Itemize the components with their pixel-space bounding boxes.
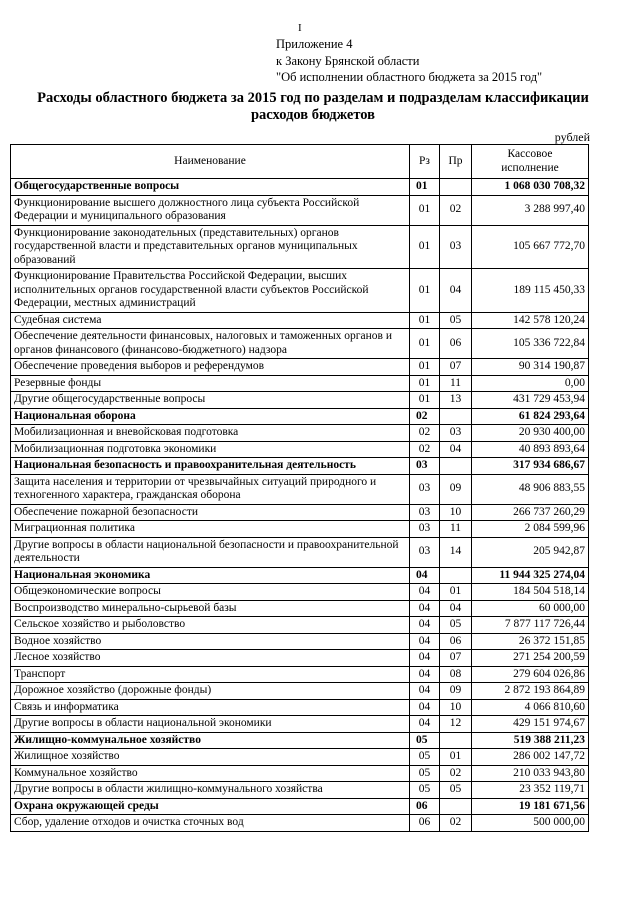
- row-pr: 07: [440, 359, 472, 376]
- table-row: [11, 617, 589, 634]
- table-row: [11, 782, 589, 799]
- row-amount: 61 824 293,64: [472, 408, 589, 425]
- row-rz: 05: [410, 749, 440, 766]
- row-pr: 10: [440, 504, 472, 521]
- row-rz: 04: [410, 617, 440, 634]
- row-rz: 06: [410, 798, 440, 815]
- row-name: Обеспечение пожарной безопасности: [11, 504, 410, 521]
- table-row: [11, 329, 589, 359]
- table-row: [11, 521, 589, 538]
- row-amount: 500 000,00: [472, 815, 589, 832]
- row-rz: 01: [410, 269, 440, 313]
- row-amount: 11 944 325 274,04: [472, 567, 589, 584]
- row-pr: 13: [440, 392, 472, 409]
- row-name: Функционирование высшего должностного лица субъекта Российской Федерации и муниципального образования: [11, 195, 410, 225]
- row-rz: 03: [410, 504, 440, 521]
- row-pr: 04: [440, 600, 472, 617]
- currency-unit: рублей: [554, 130, 590, 144]
- row-name: Обеспечение деятельности финансовых, налоговых и таможенных органов и органов финансового (финансово-бюджетного) надзора: [11, 329, 410, 359]
- row-pr: 04: [440, 269, 472, 313]
- row-name: Другие вопросы в области национальной экономики: [11, 716, 410, 733]
- row-amount: 2 084 599,96: [472, 521, 589, 538]
- row-amount: 20 930 400,00: [472, 425, 589, 442]
- row-pr: [440, 798, 472, 815]
- table-row: [11, 716, 589, 733]
- row-amount: 429 151 974,67: [472, 716, 589, 733]
- row-amount: 60 000,00: [472, 600, 589, 617]
- row-name: Судебная система: [11, 312, 410, 329]
- row-pr: 14: [440, 537, 472, 567]
- section-row: [11, 567, 589, 584]
- row-rz: 04: [410, 699, 440, 716]
- row-name: Жилищное хозяйство: [11, 749, 410, 766]
- row-amount: 519 388 211,23: [472, 732, 589, 749]
- row-name: Другие вопросы в области национальной безопасности и правоохранительной деятельности: [11, 537, 410, 567]
- budget-table: [10, 144, 589, 832]
- row-amount: 205 942,87: [472, 537, 589, 567]
- row-amount: 271 254 200,59: [472, 650, 589, 667]
- row-pr: [440, 458, 472, 475]
- row-amount: 279 604 026,86: [472, 666, 589, 683]
- row-pr: 10: [440, 699, 472, 716]
- row-pr: 09: [440, 683, 472, 700]
- header-rz: Рз: [410, 145, 440, 179]
- row-amount: 26 372 151,85: [472, 633, 589, 650]
- row-name: Мобилизационная подготовка экономики: [11, 441, 410, 458]
- row-pr: [440, 408, 472, 425]
- row-rz: 01: [410, 359, 440, 376]
- row-name: Национальная оборона: [11, 408, 410, 425]
- row-pr: 05: [440, 617, 472, 634]
- row-amount: 4 066 810,60: [472, 699, 589, 716]
- row-amount: 90 314 190,87: [472, 359, 589, 376]
- row-pr: 03: [440, 225, 472, 269]
- row-pr: 01: [440, 749, 472, 766]
- row-rz: 01: [410, 225, 440, 269]
- table-row: [11, 441, 589, 458]
- table-row: [11, 537, 589, 567]
- row-amount: 7 877 117 726,44: [472, 617, 589, 634]
- row-name: Водное хозяйство: [11, 633, 410, 650]
- row-name: Дорожное хозяйство (дорожные фонды): [11, 683, 410, 700]
- row-pr: 08: [440, 666, 472, 683]
- table-row: [11, 749, 589, 766]
- row-pr: 03: [440, 425, 472, 442]
- page-title-line-2: расходов бюджетов: [250, 107, 375, 123]
- row-pr: 11: [440, 375, 472, 392]
- row-rz: 03: [410, 474, 440, 504]
- table-row: [11, 765, 589, 782]
- row-rz: 04: [410, 633, 440, 650]
- row-amount: 23 352 119,71: [472, 782, 589, 799]
- row-pr: 05: [440, 782, 472, 799]
- header-pr: Пр: [440, 145, 472, 179]
- row-name: Резервные фонды: [11, 375, 410, 392]
- table-row: [11, 359, 589, 376]
- row-amount: 142 578 120,24: [472, 312, 589, 329]
- row-rz: 03: [410, 458, 440, 475]
- row-name: Сбор, удаление отходов и очистка сточных вод: [11, 815, 410, 832]
- header-name: Наименование: [11, 145, 410, 179]
- row-name: Воспроизводство минерально-сырьевой базы: [11, 600, 410, 617]
- row-name: Обеспечение проведения выборов и референдумов: [11, 359, 410, 376]
- row-name: Другие вопросы в области жилищно-коммунального хозяйства: [11, 782, 410, 799]
- table-row: [11, 600, 589, 617]
- row-pr: [440, 732, 472, 749]
- row-rz: 01: [410, 312, 440, 329]
- row-pr: 02: [440, 815, 472, 832]
- row-pr: [440, 179, 472, 196]
- row-name: Коммунальное хозяйство: [11, 765, 410, 782]
- table-row: [11, 666, 589, 683]
- appendix-line-1: Приложение 4: [276, 37, 353, 51]
- row-rz: 02: [410, 408, 440, 425]
- row-rz: 04: [410, 683, 440, 700]
- row-rz: 04: [410, 650, 440, 667]
- row-amount: 0,00: [472, 375, 589, 392]
- row-pr: 09: [440, 474, 472, 504]
- row-name: Защита населения и территории от чрезвычайных ситуаций природного и техногенного характера, гражданская оборона: [11, 474, 410, 504]
- row-pr: 06: [440, 633, 472, 650]
- section-row: [11, 408, 589, 425]
- row-pr: 12: [440, 716, 472, 733]
- row-amount: 189 115 450,33: [472, 269, 589, 313]
- row-rz: 04: [410, 666, 440, 683]
- row-rz: 01: [410, 375, 440, 392]
- row-rz: 06: [410, 815, 440, 832]
- row-pr: 06: [440, 329, 472, 359]
- row-name: Лесное хозяйство: [11, 650, 410, 667]
- row-name: Общегосударственные вопросы: [11, 179, 410, 196]
- table-row: [11, 425, 589, 442]
- row-name: Другие общегосударственные вопросы: [11, 392, 410, 409]
- row-amount: 431 729 453,94: [472, 392, 589, 409]
- row-amount: 105 336 722,84: [472, 329, 589, 359]
- header-amount-line-1: Кассовое: [507, 148, 553, 160]
- row-rz: 04: [410, 716, 440, 733]
- row-pr: [440, 567, 472, 584]
- row-rz: 05: [410, 782, 440, 799]
- row-name: Функционирование законодательных (представительных) органов государственной власти и представительных органов муниципальных образований: [11, 225, 410, 269]
- row-amount: 286 002 147,72: [472, 749, 589, 766]
- row-pr: 05: [440, 312, 472, 329]
- row-rz: 01: [410, 179, 440, 196]
- table-row: [11, 375, 589, 392]
- table-row: [11, 815, 589, 832]
- section-row: [11, 798, 589, 815]
- table-row: [11, 312, 589, 329]
- table-row: [11, 225, 589, 269]
- row-name: Жилищно-коммунальное хозяйство: [11, 732, 410, 749]
- row-amount: 19 181 671,56: [472, 798, 589, 815]
- row-amount: 2 872 193 864,89: [472, 683, 589, 700]
- row-pr: 11: [440, 521, 472, 538]
- table-row: [11, 584, 589, 601]
- row-name: Миграционная политика: [11, 521, 410, 538]
- row-amount: 48 906 883,55: [472, 474, 589, 504]
- row-amount: 1 068 030 708,32: [472, 179, 589, 196]
- row-rz: 02: [410, 441, 440, 458]
- row-name: Сельское хозяйство и рыболовство: [11, 617, 410, 634]
- page-title: [8, 90, 618, 124]
- row-rz: 05: [410, 732, 440, 749]
- row-pr: 02: [440, 765, 472, 782]
- row-name: Функционирование Правительства Российской Федерации, высших исполнительных органов государственной власти субъектов Российской Федерации, местных администраций: [11, 269, 410, 313]
- row-rz: 03: [410, 521, 440, 538]
- page-title-line-1: Расходы областного бюджета за 2015 год по разделам и подразделам классификации: [37, 90, 589, 106]
- row-name: Охрана окружающей среды: [11, 798, 410, 815]
- row-rz: 01: [410, 195, 440, 225]
- row-rz: 05: [410, 765, 440, 782]
- table-row: [11, 683, 589, 700]
- row-amount: 317 934 686,67: [472, 458, 589, 475]
- table-row: [11, 392, 589, 409]
- row-name: Транспорт: [11, 666, 410, 683]
- row-name: Связь и информатика: [11, 699, 410, 716]
- row-rz: 04: [410, 600, 440, 617]
- row-rz: 02: [410, 425, 440, 442]
- row-name: Национальная безопасность и правоохранительная деятельность: [11, 458, 410, 475]
- row-pr: 02: [440, 195, 472, 225]
- row-amount: 210 033 943,80: [472, 765, 589, 782]
- row-rz: 01: [410, 392, 440, 409]
- section-row: [11, 458, 589, 475]
- page-number: I: [298, 22, 302, 34]
- row-rz: 01: [410, 329, 440, 359]
- table-row: [11, 474, 589, 504]
- section-row: [11, 732, 589, 749]
- row-amount: 266 737 260,29: [472, 504, 589, 521]
- row-rz: 04: [410, 567, 440, 584]
- budget-table-body: [11, 179, 589, 832]
- table-row: [11, 195, 589, 225]
- row-amount: 105 667 772,70: [472, 225, 589, 269]
- row-name: Национальная экономика: [11, 567, 410, 584]
- row-amount: 3 288 997,40: [472, 195, 589, 225]
- table-header-row: [11, 145, 589, 179]
- row-rz: 03: [410, 537, 440, 567]
- table-row: [11, 504, 589, 521]
- header-amount-line-2: исполнение: [501, 161, 559, 174]
- table-row: [11, 269, 589, 313]
- table-row: [11, 650, 589, 667]
- row-pr: 07: [440, 650, 472, 667]
- row-name: Общеэкономические вопросы: [11, 584, 410, 601]
- section-row: [11, 179, 589, 196]
- row-amount: 184 504 518,14: [472, 584, 589, 601]
- table-row: [11, 633, 589, 650]
- table-row: [11, 699, 589, 716]
- appendix-line-2: к Закону Брянской области: [276, 53, 420, 68]
- header-amount: [472, 145, 589, 179]
- row-name: Мобилизационная и вневойсковая подготовка: [11, 425, 410, 442]
- row-pr: 01: [440, 584, 472, 601]
- appendix-line-3: "Об исполнении областного бюджета за 2015 год": [276, 70, 543, 84]
- row-rz: 04: [410, 584, 440, 601]
- row-pr: 04: [440, 441, 472, 458]
- row-amount: 40 893 893,64: [472, 441, 589, 458]
- appendix-header: [276, 36, 542, 86]
